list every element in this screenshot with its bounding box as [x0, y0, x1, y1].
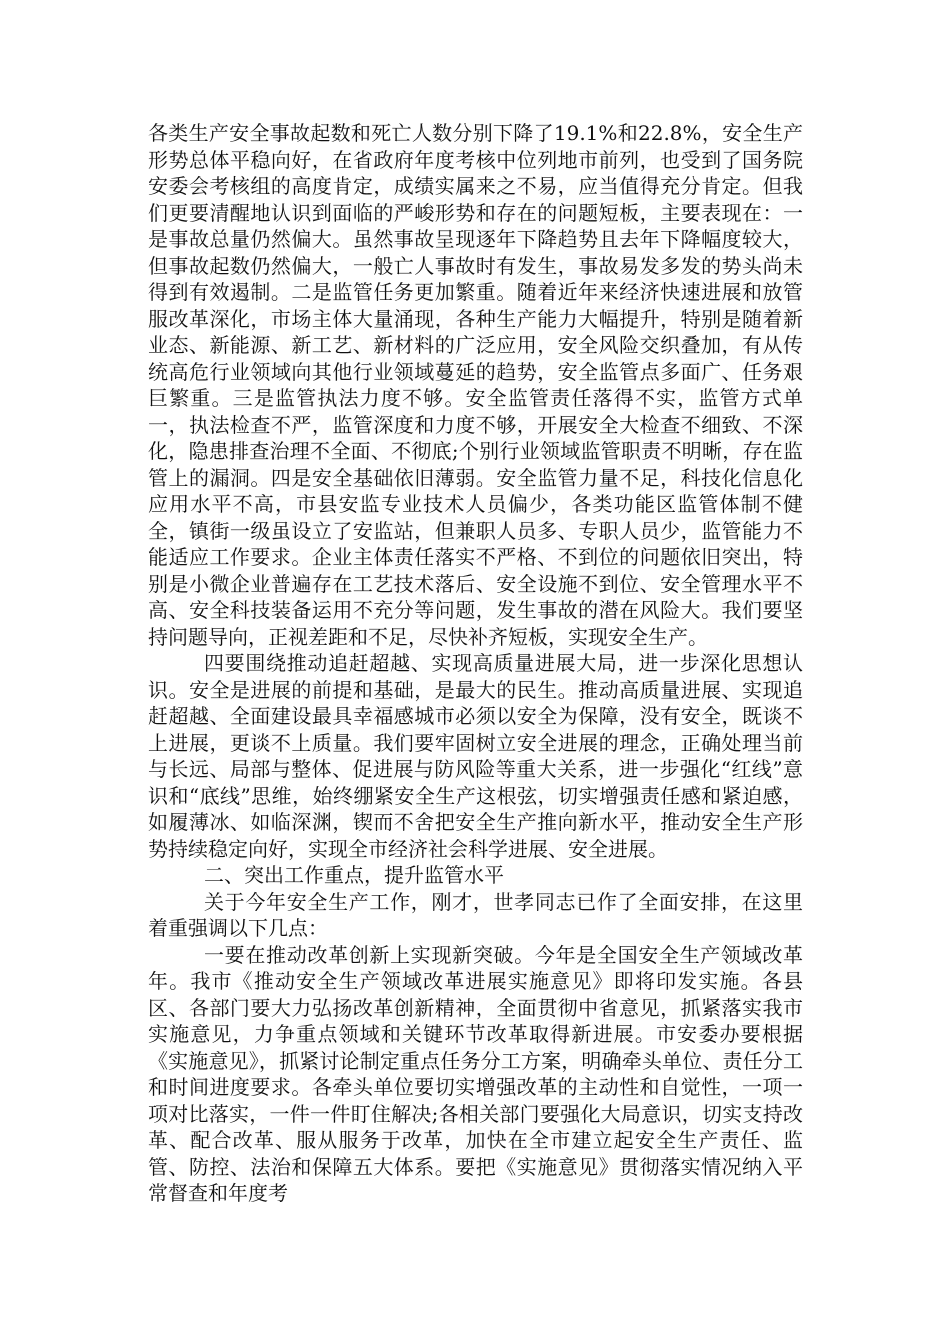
document-body	[148, 120, 803, 1207]
section-heading-work-priorities: 二、突出工作重点，提升监管水平	[204, 863, 504, 887]
paragraph-safety-situation: 各类生产安全事故起数和死亡人数分别下降了19.1%和22.8%，安全生产形势总体平稳向好，在省政府年度考核中位列地市前列，也受到了国务院安委会考核组的高度肯定，成绩实属来之不易，应当值得充分肯定。但我们更要清醒地认识到面临的严峻形势和存在的问题短板，主要表现在：一是事故总量仍然偏大。虽然事故呈现逐年下降趋势且去年下降幅度较大，但事故起数仍然偏大，一般亡人事故时有发生，事故易发多发的势头尚未得到有效遏制。二是监管任务更加繁重。随着近年来经济快速进展和放管服改革深化，市场主体大量涌现，各种生产能力大幅提升，特别是随着新业态、新能源、新工艺、新材料的广泛应用，安全风险交织叠加，有从传统高危行业领域向其他行业领域蔓延的趋势，安全监管点多面广、任务艰巨繁重。三是监管执法力度不够。安全监管责任落得不实，监管方式单一，执法检查不严，监管深度和力度不够，开展安全大检查不细致、不深化，隐患排查治理不全面、不彻底;个别行业领域监管职责不明晰，存在监管上的漏洞。四是安全基础依旧薄弱。安全监管力量不足，科技化信息化应用水平不高，市县安监专业技术人员偏少，各类功能区监管体制不健全，镇街一级虽设立了安监站，但兼职人员多、专职人员少，监管能力不能适应工作要求。企业主体责任落实不严格、不到位的问题依旧突出，特别是小微企业普遍存在工艺技术落后、安全设施不到位、安全管理水平不高、安全科技装备运用不充分等问题，发生事故的潜在风险大。我们要坚持问题导向，正视差距和不足，尽快补齐短板，实现安全生产。	[148, 121, 803, 649]
paragraph-introduction: 关于今年安全生产工作，刚才，世孝同志已作了全面安排，在这里着重强调以下几点：	[148, 889, 803, 940]
paragraph-reform-innovation: 一要在推动改革创新上实现新突破。今年是全国安全生产领域改革年。我市《推动安全生产领域改革进展实施意见》即将印发实施。各县区、各部门要大力弘扬改革创新精神，全面贯彻中省意见，抓紧落实我市实施意见，力争重点领域和关键环节改革取得新进展。市安委办要根据《实施意见》，抓紧讨论制定重点任务分工方案，明确牵头单位、责任分工和时间进度要求。各牵头单位要切实增强改革的主动性和自觉性，一项一项对比落实，一件一件盯住解决;各相关部门要强化大局意识，切实支持改革、配合改革、服从服务于改革，加快在全市建立起安全生产责任、监管、防控、法治和保障五大体系。要把《实施意见》贯彻落实情况纳入平常督查和年度考	[148, 942, 803, 1205]
paragraph-deepen-understanding: 四要围绕推动追赶超越、实现高质量进展大局，进一步深化思想认识。安全是进展的前提和基础，是最大的民生。推动高质量进展、实现追赶超越、全面建设最具幸福感城市必须以安全为保障，没有安全，既谈不上进展，更谈不上质量。我们要牢固树立安全进展的理念，正确处理当前与长远、局部与整体、促进展与防风险等重大关系，进一步强化“红线”意识和“底线”思维，始终绷紧安全生产这根弦，切实增强责任感和紧迫感，如履薄冰、如临深渊，锲而不舍把安全生产推向新水平，推动安全生产形势持续稳定向好，实现全市经济社会科学进展、安全进展。	[148, 651, 803, 861]
